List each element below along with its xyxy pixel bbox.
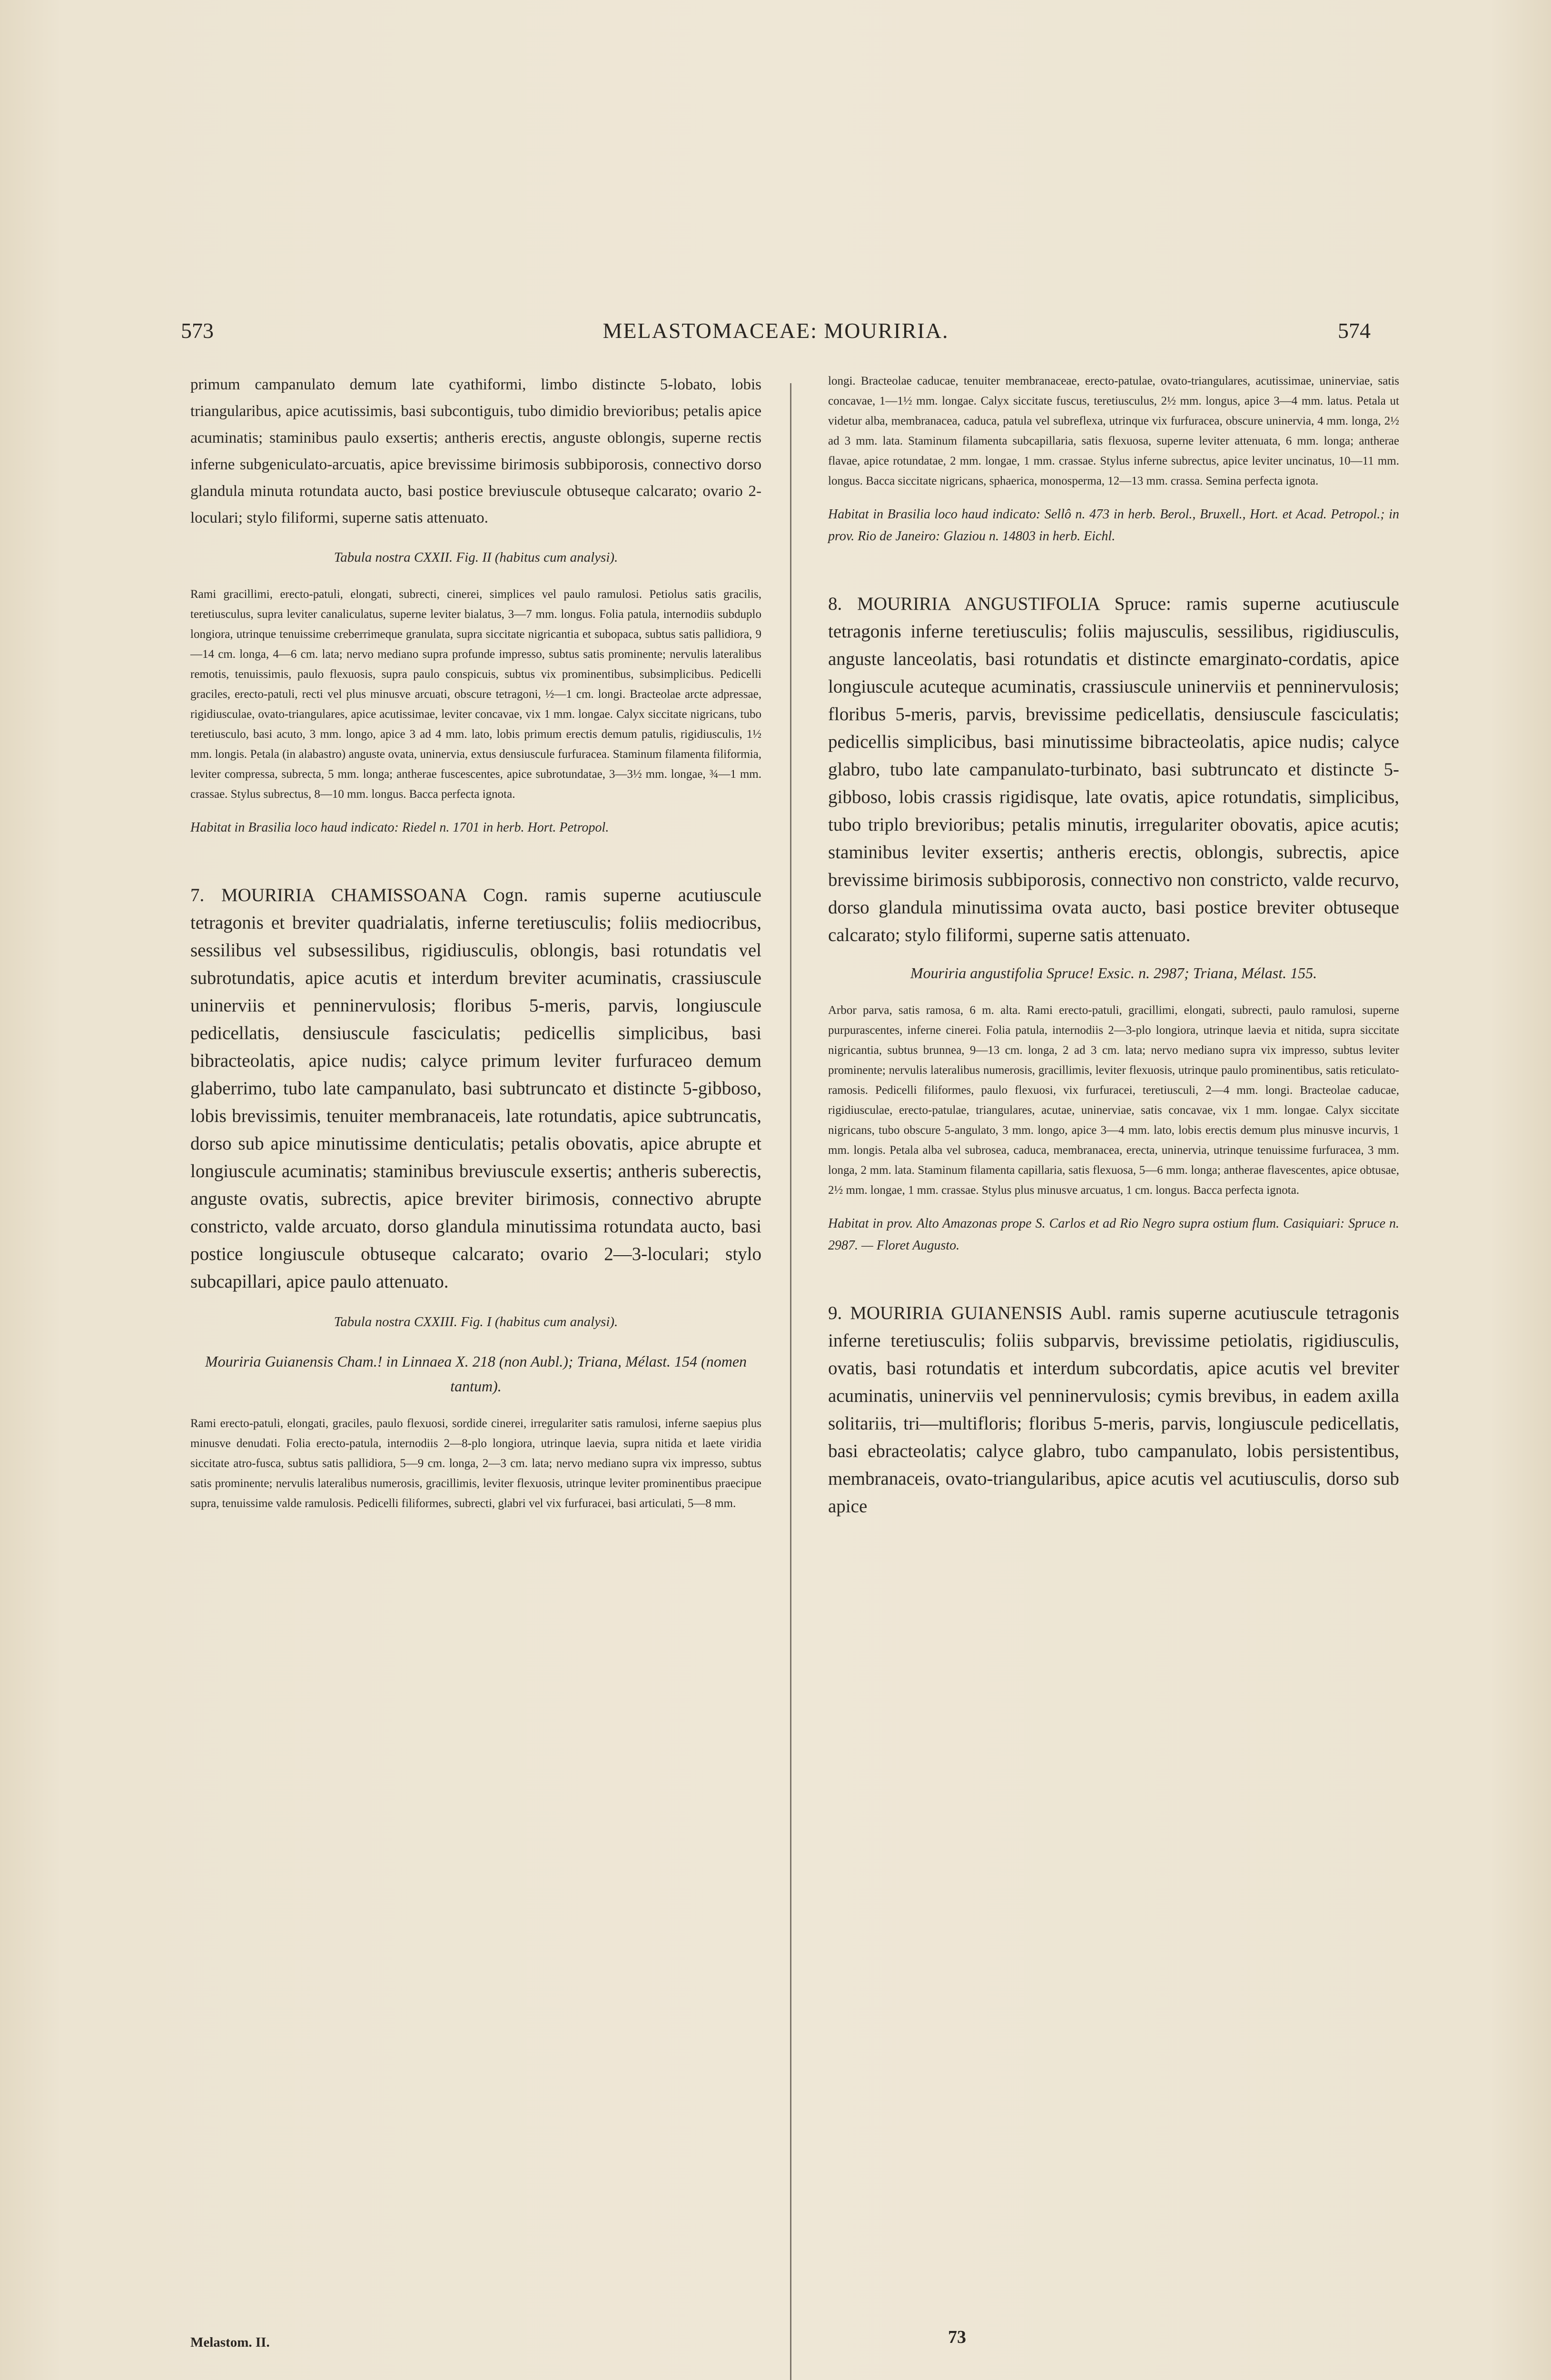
habitat-note: Habitat in Brasilia loco haud indicato: Riedel n. 1701 in herb. Hort. Petropol. [190, 820, 609, 835]
habitat-note: Habitat in prov. Alto Amazonas prope S. Carlos et ad Rio Negro supra ostium flum. Casiquiari: Spruce n. 2987. — Floret Augusto. [828, 1216, 1399, 1253]
species-entry-7: 7. MOURIRIA CHAMISSOANA Cogn. ramis superne acutiuscule tetragonis et breviter quadrialatis, inferne teretiusculis; foliis mediocribus, sessilibus vel subsessilibus, rigidiusculis, oblongis, basi rotundatis vel subrotundatis, apice acutis et interdum breviter acuminatis, crassiuscule uninerviis et penninervulosis; floribus 5-meris, parvis, longiuscule pedicellatis, densiuscule fasciculatis; pedicellis simplicibus, basi bibracteolatis, apice nudis; calyce primum leviter furfuraceo demum glaberrimo, tubo late campanulato, basi subtruncato et distincte 5-gibboso, lobis brevissimis, tenuiter membranaceis, late rotundatis, apice subtruncatis, dorso sub apice minutissime denticulatis; petalis obovatis, apice abrupte et longiuscule acuminatis; staminibus breviuscule exsertis; antheris suberectis, anguste ovatis, subrectis, apice breviter birimosis, connectivo abrupte constricto, valde arcuato, dorso glandula minutissima rotundata aucto, basi postice longiuscule obtuseque calcarato; ovario 2—3-loculari; stylo subcapillari, apice paulo attenuato. [190, 885, 761, 1292]
habitat-note: Habitat in Brasilia loco haud indicato: Sellô n. 473 in herb. Berol., Bruxell., Hort. et Acad. Petropol.; in prov. Rio de Janeiro: Glaziou n. 14803 in herb. Eichl. [828, 507, 1399, 544]
detailed-description: Rami erecto-patuli, elongati, graciles, paulo flexuosi, sordide cinerei, irregulariter satis ramulosi, inferne saepius plus minusve denudati. Folia erecto-patula, internodiis 2—8-plo longiora, utrinque laevia, supra nitida et laete viridia siccitate atro-fusca, subtus satis pallidiora, 5—9 cm. longa, 2—3 cm. lata; nervo mediano supra vix impresso, subtus satis prominente; nervulis lateralibus numerosis, gracillimis, leviter flexuosis, utrinque leviter prominentibus praecipue supra, tenuissime valde ramulosis. Pedicelli filiformes, subrecti, glabri vel vix furfuracei, basi articulati, 5—8 mm. [190, 1417, 761, 1510]
running-title: MELASTOMACEAE: MOURIRIA. [603, 318, 949, 343]
page-number-left: 573 [181, 318, 214, 343]
plate-caption: Tabula nostra CXXIII. Fig. I (habitus cum analysi). [334, 1314, 618, 1329]
footer-volume-label: Melastom. II. [190, 2335, 270, 2350]
description-continued: primum campanulato demum late cyathiformi, limbo distincte 5-lobato, lobis triangularibus, apice acutissimis, basi subcontiguis, tubo dimidio brevioribus; petalis apice acuminatis; staminibus paulo exsertis; antheris erectis, anguste oblongis, superne rectis inferne subgeniculato-arcuatis, apice brevissime birimosis subbiporosis, connectivo dorso glandula minuta rotundata aucto, basi postice breviuscule obtuseque calcarato; ovario 2-loculari; stylo filiformi, superne satis attenuato. [190, 376, 761, 526]
synonymy: Mouriria angustifolia Spruce! Exsic. n. 2987; Triana, Mélast. 155. [910, 964, 1317, 982]
left-column [190, 371, 761, 1526]
species-entry-8: 8. MOURIRIA ANGUSTIFOLIA Spruce: ramis superne acutiuscule tetragonis inferne teretiusculis; foliis majusculis, sessilibus, rigidiusculis, anguste lanceolatis, basi rotundatis et distincte emarginato-cordatis, apice longiuscule acuteque acuminatis, crassiuscule uninerviis et penninervulosis; floribus 5-meris, parvis, brevissime pedicellatis, densiuscule fasciculatis; pedicellis simplicibus, basi minutissime bibracteolatis, apice nudis; calyce glabro, tubo late campanulato-turbinato, basi subtruncato et distincte 5-gibboso, lobis crassis rigidisque, late ovatis, apice rotundatis, simplicibus, tubo triplo brevioribus; petalis minutis, irregulariter obovatis, apice acutis; staminibus leviter exsertis; antheris erectis, oblongis, subrectis, apice brevissime birimosis subbiporosis, connectivo non constricto, valde recurvo, dorso glandula minutissima ovata aucto, basi postice breviter obtuseque calcarato; stylo filiformi, superne satis attenuato. [828, 594, 1399, 945]
detailed-description: longi. Bracteolae caducae, tenuiter membranaceae, erecto-patulae, ovato-triangulares, acutissimae, uninerviae, satis concavae, 1—1½ mm. longae. Calyx siccitate fuscus, teretiusculus, 2½ mm. longus, apice 3—4 mm. latus. Petala ut videtur alba, membranacea, caduca, patula vel subreflexa, utrinque vix furfuracea, obscure uninervia, 4 mm. longa, 2½ ad 3 mm. lata. Staminum filamenta subcapillaria, satis flexuosa, superne leviter attenuata, 6 mm. longa; antherae flavae, apice rotundatae, 2 mm. longae, 1 mm. crassae. Stylus inferne subrectus, apice leviter uncinatus, 10—11 mm. longus. Bacca siccitate nigricans, sphaerica, monosperma, 12—13 mm. crassa. Semina perfecta ignota. [828, 375, 1399, 487]
page-number-right: 574 [1338, 318, 1371, 343]
footer-signature-number: 73 [948, 2327, 966, 2347]
detailed-description: Arbor parva, satis ramosa, 6 m. alta. Rami erecto-patuli, gracillimi, elongati, subrecti, paulo ramulosi, superne purpurascentes, inferne cinerei. Folia patula, internodiis 2—3-plo longiora, utrinque laevia et nitida, supra siccitate nigricantia, subtus brunnea, 9—13 cm. longa, 2 ad 3 cm. lata; nervo mediano supra vix impresso, subtus leviter prominente; nervulis lateralibus numerosis, gracillimis, leviter flexuosis, utrinque paulo prominentibus, satis reticulato-ramosis. Pedicelli filiformes, paulo flexuosi, vix furfuracei, teretiusculi, 2—4 mm. longi. Bracteolae caducae, rigidiusculae, erecto-patulae, triangulares, acutae, uninerviae, satis concavae, vix 1 mm. longae. Calyx siccitate nigricans, tubo obscure 5-angulato, 3 mm. longo, apice 3—4 mm. lato, lobis erectis demum plus minusve incurvis, 1 mm. longis. Petala alba vel subrosea, caduca, membranacea, erecta, uninervia, utrinque tenuissime furfuracea, 3 mm. longa, 2 mm. lata. Staminum filamenta capillaria, satis flexuosa, 5—6 mm. longa; antherae flavescentes, apice obtusae, 2½ mm. longae, 1 mm. crassae. Stylus plus minusve arcuatus, 1 cm. longus. Bacca perfecta ignota. [828, 1004, 1399, 1197]
page-header [181, 318, 1371, 351]
species-entry-9: 9. MOURIRIA GUIANENSIS Aubl. ramis superne acutiuscule tetragonis inferne teretiusculis; foliis subparvis, brevissime petiolatis, rigidiusculis, ovatis, basi rotundatis et interdum subcordatis, apice acutis vel breviter acuminatis, uninerviis vel penninervulosis; cymis brevibus, in eadem axilla solitariis, tri—multifloris; floribus 5-meris, parvis, longiuscule pedicellatis, basi ebracteolatis; calyce glabro, tubo campanulato, lobis persistentibus, membranaceis, ovato-triangularibus, apice acutis vel acutiusculis, dorso sub apice [828, 1303, 1399, 1517]
column-divider [790, 383, 791, 2380]
synonymy: Mouriria Guianensis Cham.! in Linnaea X. 218 (non Aubl.); Triana, Mélast. 154 (nomen tantum). [205, 1353, 747, 1395]
right-column [828, 371, 1399, 1520]
detailed-description: Rami gracillimi, erecto-patuli, elongati, subrecti, cinerei, simplices vel paulo ramulosi. Petiolus satis gracilis, teretiusculus, supra leviter canaliculatus, superne leviter bialatus, 3—7 mm. longus. Folia patula, internodiis subduplo longiora, utrinque tenuissime creberrimeque granulata, supra siccitate nigricantia et subopaca, subtus satis pallidiora, 9—14 cm. longa, 4—6 cm. lata; nervo mediano supra profunde impresso, subtus satis prominente; nervulis lateralibus remotis, tenuissimis, paulo flexuosis, supra paulo conspicuis, subtus vix prominentibus, subsimplicibus. Pedicelli graciles, erecto-patuli, recti vel plus minusve arcuati, obscure tetragoni, ½—1 cm. longi. Bracteolae arcte adpressae, rigidiusculae, ovato-triangulares, apice acutissimae, leviter concavae, vix 1 mm. longae. Calyx siccitate nigricans, tubo teretiusculo, basi acuto, 3 mm. longo, apice 3 ad 4 mm. lato, lobis primum erectis demum patulis, rigidiusculis, 1½ mm. longis. Petala (in alabastro) anguste ovata, uninervia, extus densiuscule furfuracea. Staminum filamenta filiformia, leviter compressa, subrecta, 5 mm. longa; antherae fuscescentes, apice subrotundatae, 3—3½ mm. longae, ¾—1 mm. crassae. Stylus subrectus, 8—10 mm. longus. Bacca perfecta ignota. [190, 588, 761, 801]
plate-caption: Tabula nostra CXXII. Fig. II (habitus cum analysi). [334, 550, 618, 565]
